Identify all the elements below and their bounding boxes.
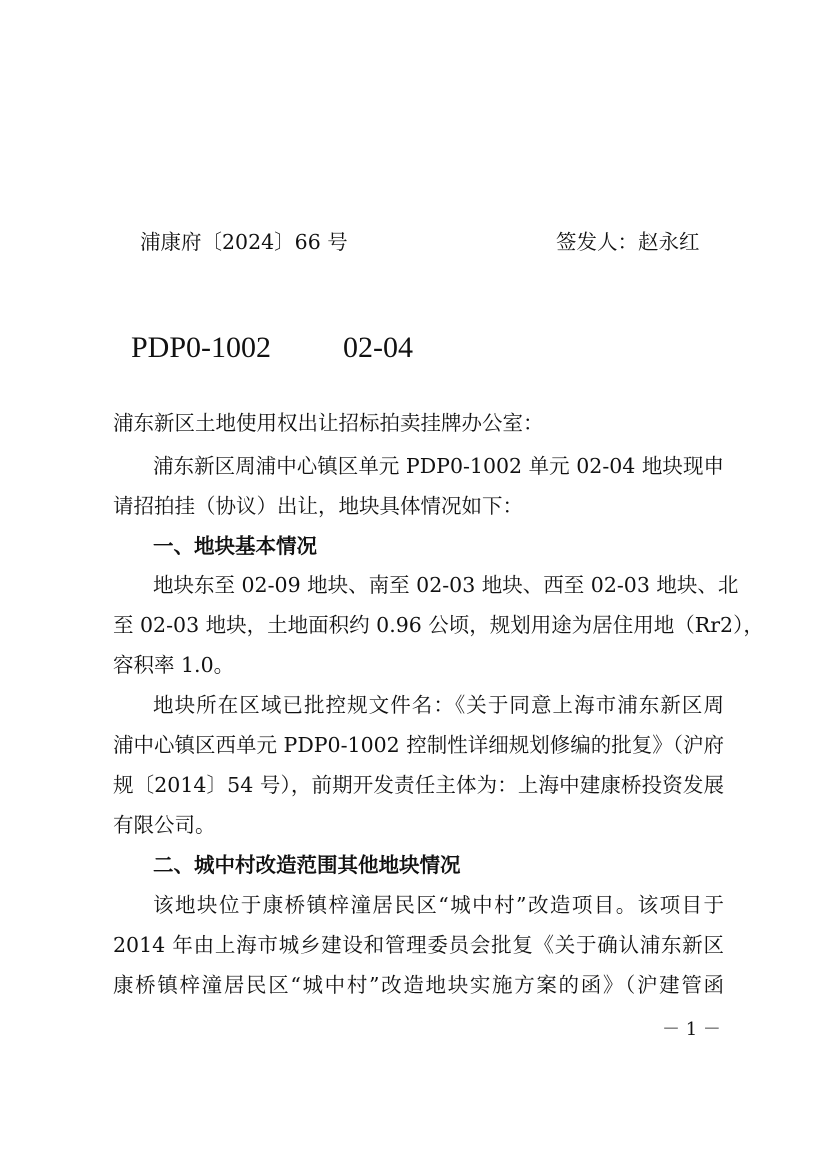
- body-line: 至 02-03 地块，土地面积约 0.96 公顷，规划用途为居住用地（Rr2），: [113, 613, 764, 637]
- title-plot-code: 02-04: [343, 331, 414, 364]
- body-line: 2014 年由上海市城乡建设和管理委员会批复《关于确认浦东新区: [113, 933, 724, 957]
- body-line: 有限公司。: [113, 813, 216, 837]
- body-line: 请招拍挂（协议）出让，地块具体情况如下：: [113, 494, 523, 518]
- issuer-signature: 签发人：赵永红: [556, 230, 700, 254]
- body-line: 容积率 1.0。: [113, 653, 235, 677]
- body-line: 规〔2014〕54 号），前期开发责任主体为：上海中建康桥投资发展: [113, 773, 724, 797]
- document-title: [131, 330, 413, 366]
- section-heading: 二、城中村改造范围其他地块情况: [153, 853, 461, 877]
- body-line: 浦中心镇区西单元 PDP0-1002 控制性详细规划修编的批复》（沪府: [113, 733, 724, 757]
- body-line: 康桥镇梓潼居民区“城中村”改造地块实施方案的函》（沪建管函: [113, 973, 724, 997]
- body-line: 地块所在区域已批控规文件名：《关于同意上海市浦东新区周: [153, 693, 724, 717]
- body-line: 地块东至 02-09 地块、南至 02-03 地块、西至 02-03 地块、北: [153, 573, 739, 597]
- salutation: 浦东新区土地使用权出让招标拍卖挂牌办公室：: [113, 411, 544, 435]
- body-line: 浦东新区周浦中心镇区单元 PDP0-1002 单元 02-04 地块现申: [153, 454, 724, 478]
- page-number: － 1 －: [662, 1019, 721, 1040]
- title-unit-code: PDP0-1002: [131, 331, 272, 364]
- section-heading: 一、地块基本情况: [153, 534, 317, 558]
- body-line: 该地块位于康桥镇梓潼居民区“城中村”改造项目。该项目于: [153, 893, 724, 917]
- document-number: 浦康府〔2024〕66 号: [140, 230, 348, 254]
